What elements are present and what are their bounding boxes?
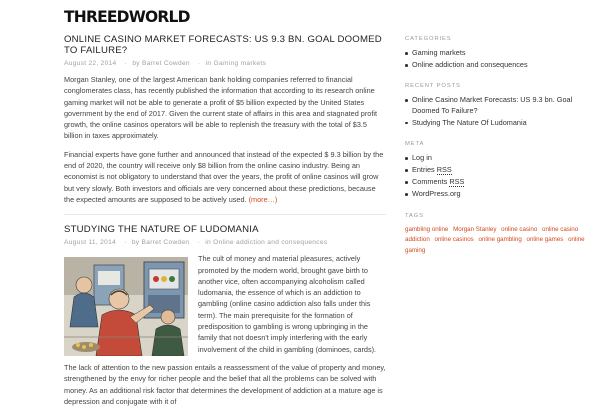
post-author[interactable]: by Barret Cowden xyxy=(131,239,190,247)
meta-item xyxy=(405,177,585,187)
post-paragraph-text: Financial experts have gone further and announced that instead of the expected $ 9.3 billion by the end of 2020, the country will receive only $8 billion from the online casino industry. Being an economist is not obligatory to understand that over the years, the profit of online casinos will grow but very slowly. Both investors and officials are very concerned about these predictions, because the expected amounts are supposed to be actively used. xyxy=(64,149,384,204)
site-title[interactable]: THREEDWORLD xyxy=(64,7,190,27)
post-paragraph: Morgan Stanley, one of the largest American bank holding companies referred to financial conglomerates class, has recently published the information that according to its research online gaming market will not be able to generate a profit of $5 billion expected by the United States government by the end of 2017. Given the current state of affairs in this area and stagnated profit growth, the online casinos operators will be able to replenish the treasury with the total of $3.5 billion in taxes approximately. xyxy=(64,75,378,141)
post-divider xyxy=(64,214,386,215)
tag-cloud xyxy=(405,225,585,257)
category-prefix: in xyxy=(205,239,211,247)
widget-meta xyxy=(405,141,585,200)
tag-link[interactable]: online games xyxy=(526,236,564,244)
login-link[interactable]: Log in xyxy=(412,153,432,163)
post-paragraph xyxy=(64,149,386,205)
comments-label: Comments xyxy=(412,177,448,187)
recent-post-link[interactable]: Studying The Nature Of Ludomania xyxy=(412,117,527,127)
category-prefix: in xyxy=(205,60,212,67)
tag-link[interactable]: online casino addiction xyxy=(405,225,579,244)
entries-rss-link[interactable] xyxy=(412,165,452,175)
comments-rss-link[interactable] xyxy=(412,177,464,187)
read-more-link[interactable]: (more…) xyxy=(248,194,278,204)
post-date[interactable]: August 11, 2014 xyxy=(64,239,117,247)
tag-link[interactable]: online casino xyxy=(501,225,538,233)
rss-abbr: RSS xyxy=(449,177,465,187)
post-category-link[interactable]: Gaming markets xyxy=(213,60,267,67)
rss-abbr: RSS xyxy=(436,165,452,175)
post-body xyxy=(64,74,386,205)
entries-label: Entries xyxy=(412,165,435,175)
meta-item xyxy=(405,189,585,199)
wordpress-link[interactable]: WordPress.org xyxy=(412,189,461,199)
widget-title: META xyxy=(405,141,425,148)
widget-title: CATEGORIES xyxy=(405,36,452,42)
meta-separator: · xyxy=(124,239,127,247)
main-content xyxy=(64,34,386,407)
post-meta xyxy=(64,60,386,67)
casino-gamblers-illustration xyxy=(64,257,188,356)
recent-post-item xyxy=(405,95,585,116)
post-body xyxy=(64,253,386,407)
widget-tags xyxy=(405,213,585,257)
tag-link[interactable]: online gambling xyxy=(478,236,522,244)
category-link[interactable]: Online addiction and consequences xyxy=(412,60,528,70)
post-paragraph: The lack of attention to the new passion entails a reassessment of the value of property and money, strengthened by the envy for richer people and the belief that all the problems can be solved with money. As an additional risk factor that determines the development of addiction at a mature age is depression and conjugate with it of xyxy=(64,362,386,406)
meta-separator: · xyxy=(197,239,201,247)
meta-list xyxy=(405,153,585,200)
meta-separator: · xyxy=(198,60,201,67)
recent-posts-list xyxy=(405,95,585,128)
post-1 xyxy=(64,34,386,205)
category-item xyxy=(405,48,585,58)
widget-title: RECENT POSTS xyxy=(405,83,461,90)
tag-link[interactable]: online casinos xyxy=(434,236,474,244)
post-category-link[interactable]: Online addiction and consequences xyxy=(213,239,328,247)
tag-link[interactable]: online gaming xyxy=(405,236,585,255)
meta-separator: · xyxy=(124,60,128,67)
tag-link[interactable]: Morgan Stanley xyxy=(453,225,497,233)
category-link[interactable]: Gaming markets xyxy=(412,48,466,57)
meta-item xyxy=(405,165,585,175)
category-item xyxy=(405,60,585,70)
recent-post-link[interactable]: Online Casino Market Forecasts: US 9.3 bn. Goal Doomed To Failure? xyxy=(412,95,573,115)
post-meta xyxy=(64,239,386,246)
post-2 xyxy=(64,224,386,407)
post-title-link[interactable]: STUDYING THE NATURE OF LUDOMANIA xyxy=(64,224,259,236)
sidebar xyxy=(405,36,585,270)
post-title-link[interactable]: ONLINE CASINO MARKET FORECASTS: US 9.3 BN. GOAL DOOMED TO FAILURE? xyxy=(64,34,382,56)
widget-title: TAGS xyxy=(405,212,424,219)
categories-list xyxy=(405,48,585,70)
post-paragraph: The cult of money and material pleasures, actively promoted by the modern world, brought gave birth to another vice, often accompanying alcoholism called ludomania, the essence of which is an addiction to gambling (online casino addiction also falls under this term). The main prerequisite for the formation of predisposition to gambling is wrong upbringing in the family that not doesn't imply interfering with the early involvement of the child in gambling (dominoes, cards). xyxy=(198,254,377,354)
tag-link[interactable]: gambling online xyxy=(405,225,449,233)
widget-categories xyxy=(405,36,585,70)
widget-recent-posts xyxy=(405,83,585,128)
meta-item xyxy=(405,153,585,163)
recent-post-item xyxy=(405,118,585,128)
post-date[interactable]: August 22, 2014 xyxy=(64,60,117,67)
post-author[interactable]: by Barret Cowden xyxy=(132,60,190,67)
